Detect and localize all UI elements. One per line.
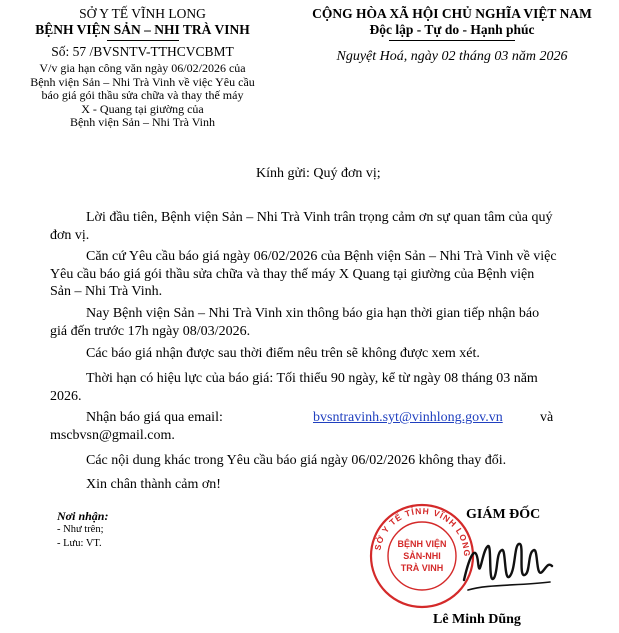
- body-paragraph: [50, 248, 558, 301]
- email-connector: và: [540, 410, 554, 425]
- seal-line: TRÀ VINH: [400, 563, 444, 573]
- paragraph-text: Căn cứ Yêu cầu báo giá ngày 06/02/2026 của Bệnh viện Sản – Nhi Trà Vinh về việc Yêu cầu báo giá gói thầu sửa chữa và thay thế máy X Quang tại giường của Bệnh viện Sản – Nhi Trà Vinh.: [50, 249, 557, 299]
- signer-position: GIÁM ĐỐC: [466, 507, 541, 522]
- closing-thanks: [50, 476, 558, 494]
- paragraph-text: Các nội dung khác trong Yêu cầu báo giá ngày 06/02/2026 không thay đổi.: [86, 453, 507, 468]
- motto-underline: [389, 40, 515, 41]
- paragraph-text: Xin chân thành cảm ơn!: [86, 477, 221, 492]
- subject-line: Bệnh viện Sản – Nhi Trà Vinh: [69, 115, 216, 129]
- body-paragraph: [50, 345, 558, 363]
- seal-outer-text: SỞ Y TẾ TỈNH VĨNH LONG: [372, 505, 473, 558]
- national-motto: Độc lập - Tự do - Hạnh phúc: [369, 22, 535, 37]
- body-paragraph: [50, 305, 558, 340]
- salutation: Kính gửi: Quý đơn vị;: [256, 166, 381, 181]
- subject-line: X - Quang tại giường của: [81, 101, 204, 116]
- body-paragraph: [50, 209, 558, 244]
- national-title: CỘNG HÒA XÃ HỘI CHỦ NGHĨA VIỆT NAM: [312, 6, 592, 21]
- paragraph-text: Lời đầu tiên, Bệnh viện Sản – Nhi Trà Vinh trân trọng cảm ơn sự quan tâm của quý đơn vị.: [50, 210, 553, 243]
- place-date: Nguyệt Hoá, ngày 02 tháng 03 năm 2026: [336, 49, 568, 64]
- seal-line: BỆNH VIỆN: [397, 539, 447, 549]
- body-paragraph: [50, 370, 558, 405]
- document-number: Số: 57 /BVSNTV-TTHCVCBMT: [51, 44, 234, 59]
- paragraph-text: Thời hạn có hiệu lực của báo giá: Tối thiểu 90 ngày, kể từ ngày 08 tháng 03 năm 2026.: [50, 371, 538, 404]
- email-secondary: mscbvsn@gmail.com.: [50, 428, 175, 443]
- hospital-name-underline: [107, 40, 179, 41]
- email-prefix: Nhận báo giá qua email:: [86, 410, 223, 425]
- email-link-primary[interactable]: bvsntravinh.syt@vinhlong.gov.vn: [313, 410, 503, 425]
- recipients-title: Nơi nhận:: [57, 509, 109, 523]
- paragraph-text: Các báo giá nhận được sau thời điểm nêu trên sẽ không được xem xét.: [86, 346, 480, 361]
- seal-line: SẢN-NHI: [403, 551, 441, 561]
- recipient-item: - Lưu: VT.: [57, 538, 102, 549]
- handwritten-signature: [458, 532, 556, 600]
- recipient-item: - Như trên;: [57, 524, 104, 535]
- subject-line: V/v gia hạn công văn ngày 06/02/2026 của: [39, 61, 246, 75]
- subject-line: Bệnh viện Sản – Nhi Trà Vinh về việc Yêu cầu: [30, 74, 255, 89]
- subject-line: báo giá gói thầu sửa chữa và thay thế máy: [41, 88, 244, 102]
- signer-name: Lê Minh Dũng: [433, 612, 521, 627]
- body-paragraph: [50, 452, 558, 470]
- ministry-name: SỞ Y TẾ VĨNH LONG: [79, 6, 206, 21]
- paragraph-text: Nay Bệnh viện Sản – Nhi Trà Vinh xin thông báo gia hạn thời gian tiếp nhận báo giá đến trước 17h ngày 08/03/2026.: [50, 306, 540, 339]
- hospital-name: BỆNH VIỆN SẢN – NHI TRÀ VINH: [35, 22, 250, 37]
